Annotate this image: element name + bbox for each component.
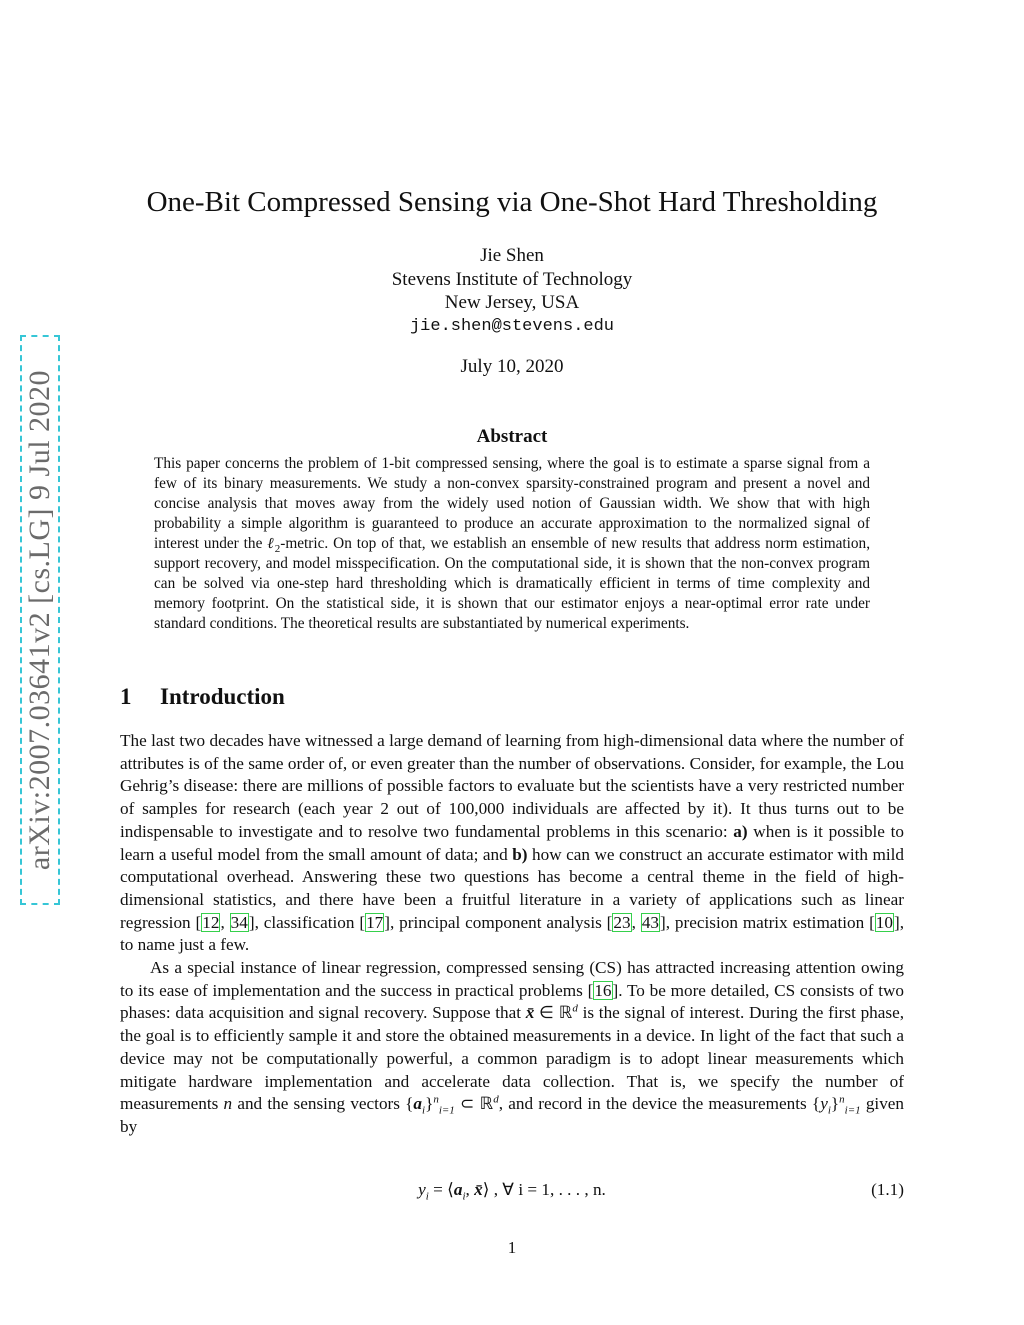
author-email[interactable]: jie.shen@stevens.edu: [409, 316, 615, 336]
citation-link[interactable]: 16: [594, 980, 612, 1000]
citation-link[interactable]: 17: [366, 912, 384, 932]
paper-date: July 10, 2020: [460, 356, 564, 377]
author-affiliation: Stevens Institute of Technology: [391, 268, 633, 290]
citation-link[interactable]: 12: [202, 912, 220, 932]
citation-link[interactable]: 34: [230, 912, 248, 932]
section-number: 1: [120, 684, 132, 709]
arxiv-side-stamp[interactable]: [20, 335, 60, 905]
paragraph-2: As a special instance of linear regression, compressed sensing (CS) has attracted increasing attention owing to its ease of implementation and the success in practical problems [16]. To be more detailed, CS consists of two phases: data acquisition and signal recovery. Suppose that x̄ ∈ ℝ$^d$ is the signal of interest. During the first phase, the goal is to efficiently sample it and store the obtained measurements in a device. In light of the fact that such a device may not be computationally powerful, a common paradigm is to adopt linear measurements which mitigate hardware implementation and accelerate data collection. That is, we specify the number of measurements n and the sensing vectors $\{a_i\}^n_{i=1}$ ⊂ ℝ$^d$, and record in the device the measurements $\{y_i\}^n_{i=1}$ given by: [120, 958, 905, 1136]
section-heading-introduction: [120, 684, 285, 710]
equation-number: (1.1): [871, 1180, 904, 1199]
page-number: 1: [507, 1238, 517, 1257]
introduction-body: [120, 730, 904, 1139]
abstract-heading: Abstract: [476, 426, 548, 447]
equation-body: $y_i$ = $⟨a_i$, x̄⟩ , ∀ i = 1, . . . , n.: [418, 1180, 606, 1203]
paragraph-1: The last two decades have witnessed a large demand of learning from high-dimensional data where the number of attributes is of the same order of, or even greater than the number of observations. Consider, for example, the Lou Gehrig’s disease: there are millions of possible factors to evaluate but the scientists have a very restricted number of samples for research (each year 2 out of 100,000 individuals are affected by it). It thus turns out to be indispensable to investigate and to resolve two fundamental problems in this scenario: a) when is it possible to learn a useful model from the small amount of data; and b) how can we construct an accurate estimator with mild computational overhead. Answering these two questions has become a central theme in the field of high-dimensional statistics, and there have been a fruitful literature in a variety of applications such as linear regression [12, 34], classification [17], principal component analysis [23, 43], precision matrix estimation [10], to name just a few.: [120, 731, 905, 955]
citation-link[interactable]: 23: [613, 912, 631, 932]
author-name: Jie Shen: [480, 245, 544, 266]
abstract-text: This paper concerns the problem of 1-bit compressed sensing, where the goal is to estimate a sparse signal from a few of its binary measurements. We study a non-convex sparsity-constrained program and present a novel and concise analysis that moves away from the widely used notion of Gaussian width. We show that with high probability a simple algorithm is guaranteed to produce an accurate approximation to the normalized signal of interest under the ℓ$_2$-metric. On top of that, we establish an ensemble of new results that address norm estimation, support recovery, and model misspecification. On the computational side, it is shown that the non-convex program can be solved via one-step hard thresholding which is dramatically efficient in terms of time complexity and memory footprint. On the statistical side, it is shown that our estimator enjoys a near-optimal error rate under standard conditions. The theoretical results are substantiated by numerical experiments.: [154, 455, 871, 632]
arxiv-identifier: arXiv:2007.03641v2 [cs.LG] 9 Jul 2020: [23, 369, 56, 871]
section-title: Introduction: [160, 684, 285, 709]
citation-link[interactable]: 10: [875, 912, 893, 932]
citation-link[interactable]: 43: [641, 912, 659, 932]
author-block: [120, 244, 904, 338]
paper-title: One-Bit Compressed Sensing via One-Shot Hard Thresholding: [146, 186, 878, 218]
author-location: New Jersey, USA: [444, 292, 580, 313]
